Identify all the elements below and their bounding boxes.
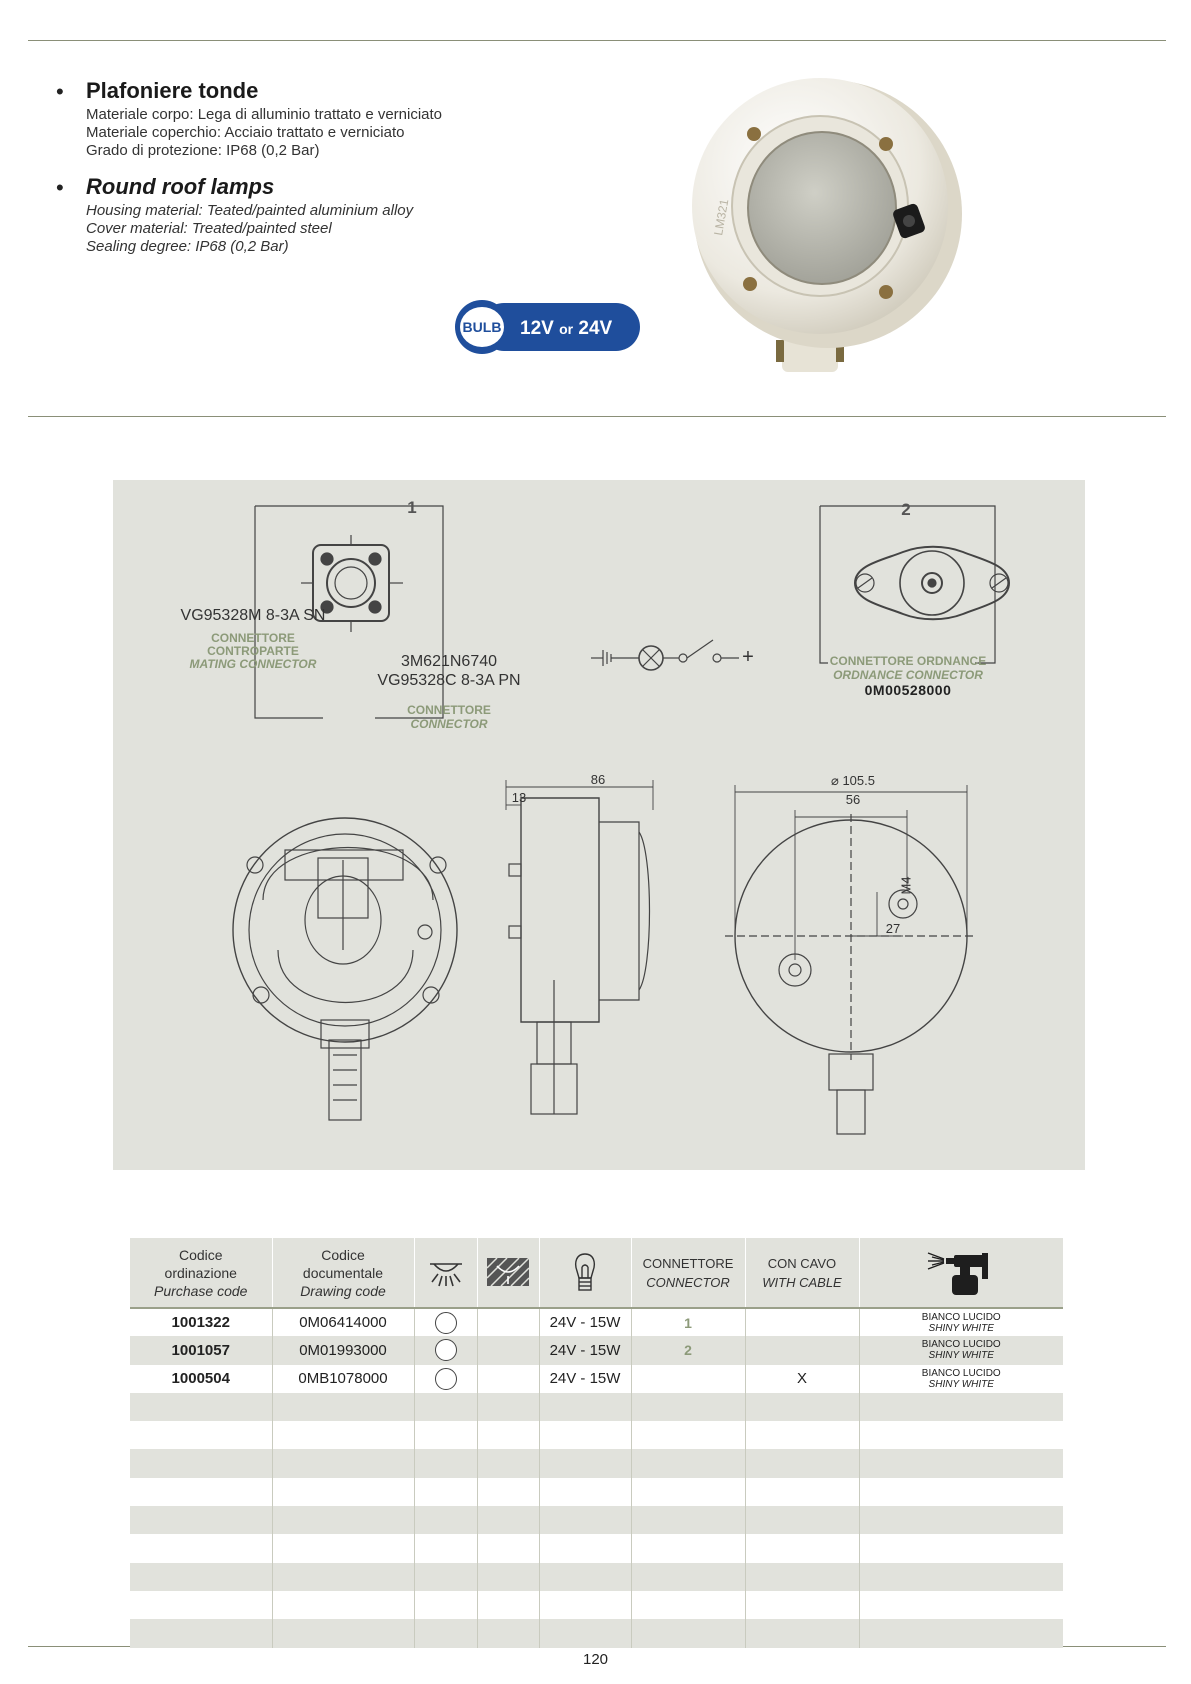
spec-line: Sealing degree: IP68 (0,2 Bar) xyxy=(86,238,289,255)
title-italian: Plafoniere tonde xyxy=(86,78,259,103)
purchase-code-cell: 1001057 xyxy=(130,1336,272,1364)
section-rule xyxy=(28,416,1166,417)
connector-code-1: 3M621N6740 xyxy=(400,653,498,670)
header-drawing-code: Codice documentale Drawing code xyxy=(272,1238,414,1308)
empty-row xyxy=(130,1506,1063,1534)
spec-line: Materiale coperchio: Acciaio trattato e verniciato xyxy=(86,124,405,141)
finish-cell: BIANCO LUCIDO SHINY WHITE xyxy=(859,1336,1063,1364)
ordnance-caption-en: ORDNANCE CONNECTOR xyxy=(833,668,983,682)
product-intro xyxy=(52,78,612,270)
bullet: • xyxy=(56,79,64,104)
dimension-m4: M4 xyxy=(898,876,914,895)
header-paint-icon xyxy=(859,1238,1063,1308)
lamp-type-cell xyxy=(414,1308,477,1336)
bulb-cell: 24V - 15W xyxy=(539,1336,631,1364)
connector-caption-it: CONNETTORE xyxy=(407,703,491,717)
sealed-cell xyxy=(477,1308,539,1336)
connector-1-label: 1 xyxy=(407,498,417,517)
mating-caption-it2: CONTROPARTE xyxy=(207,644,299,658)
cable-cell xyxy=(745,1308,859,1336)
purchase-code-cell: 1001322 xyxy=(171,1314,230,1332)
circle-marker-icon xyxy=(435,1368,457,1390)
empty-row xyxy=(130,1478,1063,1506)
dimension-56: 56 xyxy=(845,792,861,807)
mating-connector-code: VG95328M 8-3A SN xyxy=(180,607,326,624)
bulb-icon xyxy=(570,1251,600,1295)
spec-table xyxy=(130,1238,1063,1648)
cable-cell: X xyxy=(745,1365,859,1393)
spec-line: Housing material: Teated/painted aluminium alloy xyxy=(86,202,414,219)
dimension-86: 86 xyxy=(590,772,606,787)
table-row xyxy=(130,1336,1063,1364)
mating-caption-it: CONNETTORE xyxy=(211,631,295,645)
intro-english xyxy=(52,174,612,256)
bulb-cell: 24V - 15W xyxy=(539,1365,631,1393)
mating-caption-en: MATING CONNECTOR xyxy=(189,657,317,671)
page-number: 120 xyxy=(582,1651,609,1668)
empty-row xyxy=(130,1421,1063,1449)
spec-line: Materiale corpo: Lega di alluminio trattato e verniciato xyxy=(86,106,443,123)
sealed-cell xyxy=(477,1336,539,1364)
header-connector: CONNETTORE CONNECTOR xyxy=(631,1238,745,1308)
empty-row xyxy=(130,1534,1063,1562)
bulb-label: BULB xyxy=(462,319,502,335)
intro-italian xyxy=(52,78,612,160)
table-row xyxy=(130,1308,1063,1336)
header-lamp-icon xyxy=(414,1238,477,1308)
voltage-text: 12V or 24V xyxy=(520,318,613,339)
ordnance-code: 0M00528000 xyxy=(864,682,952,698)
top-rule xyxy=(28,40,1166,41)
header-purchase-code: Codice ordinazione Purchase code xyxy=(130,1238,272,1308)
lamp-type-cell xyxy=(414,1365,477,1393)
finish-cell: BIANCO LUCIDO SHINY WHITE xyxy=(859,1365,1063,1393)
circle-marker-icon xyxy=(435,1312,457,1334)
header-bulb-icon xyxy=(539,1238,631,1308)
lamp-type-cell xyxy=(414,1336,477,1364)
table-row xyxy=(130,1365,1063,1393)
title-english: Round roof lamps xyxy=(86,174,275,199)
ceiling-lamp-icon xyxy=(426,1256,466,1290)
connector-cell: 1 xyxy=(631,1308,745,1336)
dimension-27: 27 xyxy=(885,921,901,936)
connector-cell xyxy=(631,1365,745,1393)
connector-2-label: 2 xyxy=(901,500,911,519)
photo-marking: LM321 xyxy=(711,197,732,237)
product-photo xyxy=(690,56,966,392)
drawing-lines xyxy=(113,480,1085,1170)
connector-code-2: VG95328C 8-3A PN xyxy=(377,672,521,689)
dimension-13: 13 xyxy=(511,790,527,805)
ordnance-caption-it: CONNETTORE ORDNANCE xyxy=(829,654,987,668)
drawing-code-cell: 0MB1078000 xyxy=(272,1365,414,1393)
finish-cell: BIANCO LUCIDO SHINY WHITE xyxy=(859,1308,1063,1336)
table-header-row xyxy=(130,1238,1063,1308)
plus-symbol: + xyxy=(742,646,754,668)
bulb-voltage-badge xyxy=(452,300,642,354)
drawing-code-cell: 0M01993000 xyxy=(272,1336,414,1364)
sealed-cell xyxy=(477,1365,539,1393)
dimension-diameter: ⌀ 105.5 xyxy=(831,773,875,788)
empty-row xyxy=(130,1449,1063,1477)
spec-line: Cover material: Treated/painted steel xyxy=(86,220,332,237)
drawing-code-cell: 0M06414000 xyxy=(272,1308,414,1336)
empty-row xyxy=(130,1619,1063,1647)
technical-drawing xyxy=(113,480,1085,1170)
connector-caption-en: CONNECTOR xyxy=(410,717,488,731)
cable-cell xyxy=(745,1336,859,1364)
bullet: • xyxy=(56,175,64,200)
sealed-lamp-icon xyxy=(485,1256,531,1290)
header-cable: CON CAVO WITH CABLE xyxy=(745,1238,859,1308)
empty-row xyxy=(130,1591,1063,1619)
empty-row xyxy=(130,1563,1063,1591)
header-sealed-icon xyxy=(477,1238,539,1308)
bulb-cell: 24V - 15W xyxy=(539,1308,631,1336)
spec-line: Grado di protezione: IP68 (0,2 Bar) xyxy=(86,142,320,159)
empty-row xyxy=(130,1393,1063,1421)
circle-marker-icon xyxy=(435,1339,457,1361)
spray-gun-icon xyxy=(926,1249,996,1297)
connector-cell: 2 xyxy=(631,1336,745,1364)
purchase-code-cell: 1000504 xyxy=(171,1370,230,1388)
